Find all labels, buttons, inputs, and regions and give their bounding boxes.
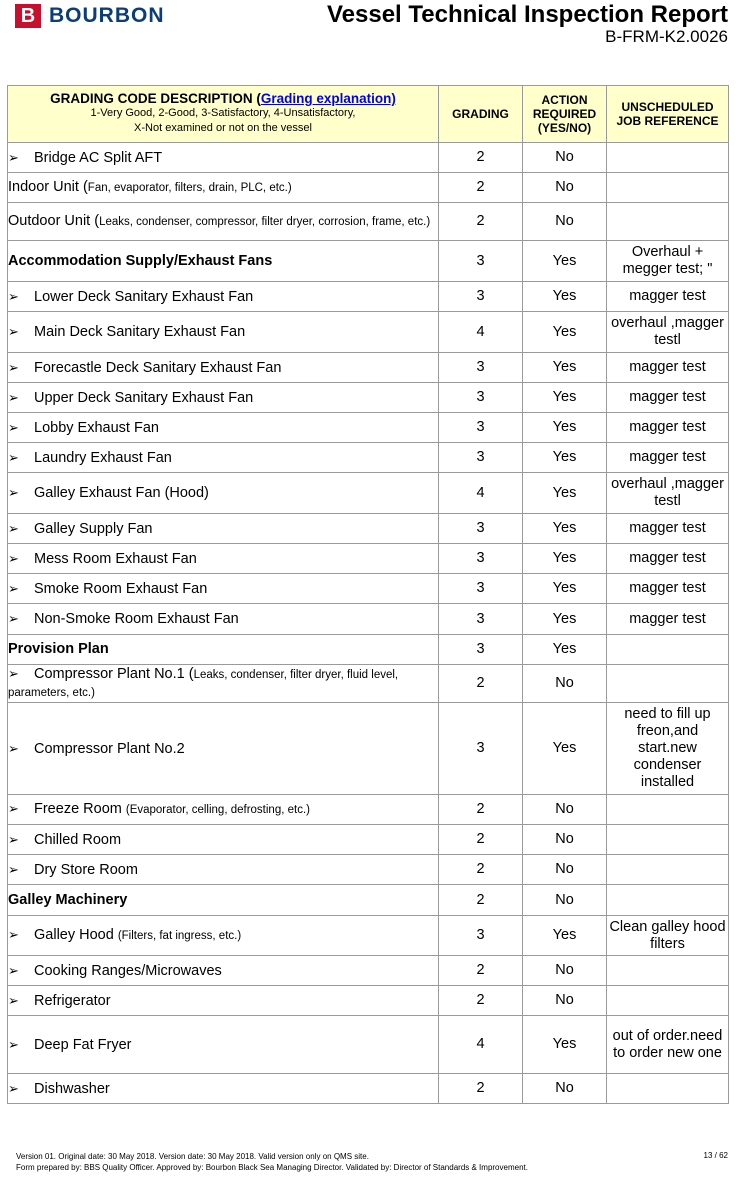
- header-action-line1: ACTION: [541, 93, 588, 107]
- grading-cell: 3: [439, 443, 523, 473]
- grading-cell: 2: [439, 203, 523, 241]
- item-name: Compressor Plant No.1 (: [34, 666, 194, 682]
- item-description: [8, 312, 439, 353]
- table-row: [8, 916, 729, 956]
- form-code: B-FRM-K2.0026: [605, 27, 728, 46]
- job-reference-cell: magger test: [607, 282, 729, 312]
- table-row: [8, 203, 729, 241]
- item-name: Chilled Room: [34, 831, 122, 848]
- action-cell: No: [523, 203, 607, 241]
- job-reference-cell: [607, 173, 729, 203]
- item-description: [8, 795, 439, 825]
- table-row: [8, 795, 729, 825]
- job-reference-cell: [607, 825, 729, 855]
- item-detail: (Evaporator, celling, defrosting, etc.): [125, 804, 310, 816]
- arrow-bullet-icon: ➢: [8, 740, 19, 756]
- action-cell: Yes: [523, 514, 607, 544]
- action-cell: Yes: [523, 413, 607, 443]
- arrow-bullet-icon: ➢: [8, 550, 19, 566]
- table-body: [8, 143, 729, 1104]
- job-reference-cell: [607, 795, 729, 825]
- item-description: [8, 825, 439, 855]
- grading-cell: 3: [439, 383, 523, 413]
- job-reference-cell: [607, 665, 729, 703]
- action-cell: Yes: [523, 703, 607, 795]
- grading-cell: 3: [439, 282, 523, 312]
- footer-version: Version 01. Original date: 30 May 2018. Version date: 30 May 2018. Valid version only on QMS site.: [16, 1152, 369, 1161]
- item-description: [8, 916, 439, 956]
- arrow-bullet-icon: ➢: [8, 149, 19, 165]
- grading-cell: 2: [439, 956, 523, 986]
- item-description: [8, 173, 439, 203]
- arrow-bullet-icon: ➢: [8, 801, 19, 816]
- page-number: 13 / 62: [703, 1151, 728, 1160]
- grading-cell: 3: [439, 544, 523, 574]
- job-reference-cell: [607, 956, 729, 986]
- item-name: Accommodation Supply/Exhaust Fans: [8, 252, 273, 269]
- arrow-bullet-icon: ➢: [8, 389, 19, 405]
- item-name: Indoor Unit (: [8, 179, 88, 195]
- header-action-line3: (YES/NO): [537, 121, 592, 135]
- job-reference-cell: Overhaul + megger test; ": [607, 241, 729, 282]
- item-detail: Leaks, condenser, compressor, filter dryer, corrosion, frame, etc.): [99, 216, 431, 228]
- item-name: Deep Fat Fryer: [34, 1036, 132, 1053]
- item-name: Outdoor Unit (: [8, 213, 100, 229]
- item-description: [8, 703, 439, 795]
- item-name: Smoke Room Exhaust Fan: [34, 580, 208, 597]
- item-name: Freeze Room: [34, 801, 126, 817]
- item-detail: Leaks, condenser, filter dryer, fluid level, parameters, etc.): [8, 669, 399, 699]
- item-description: [8, 1074, 439, 1104]
- arrow-bullet-icon: ➢: [8, 1080, 19, 1096]
- table-row: [8, 544, 729, 574]
- header-job-line2: JOB REFERENCE: [616, 114, 719, 128]
- item-description: [8, 282, 439, 312]
- table-row: [8, 443, 729, 473]
- grading-cell: 2: [439, 825, 523, 855]
- item-name: Dry Store Room: [34, 861, 138, 878]
- item-description: [8, 443, 439, 473]
- grading-cell: 2: [439, 143, 523, 173]
- dot-bullet-icon: [0, 178, 8, 195]
- job-reference-cell: magger test: [607, 353, 729, 383]
- item-name: Provision Plan: [8, 641, 109, 657]
- arrow-bullet-icon: ➢: [8, 992, 19, 1008]
- job-reference-cell: need to fill up freon,and start.new condenser installed: [607, 703, 729, 795]
- item-description: [8, 203, 439, 241]
- item-name: Galley Machinery: [8, 891, 128, 908]
- action-cell: Yes: [523, 282, 607, 312]
- grading-cell: 2: [439, 665, 523, 703]
- item-description: [8, 855, 439, 885]
- item-name: Galley Hood: [34, 927, 118, 943]
- grading-explanation-link[interactable]: Grading explanation): [260, 91, 396, 106]
- arrow-bullet-icon: ➢: [8, 449, 19, 465]
- action-cell: Yes: [523, 353, 607, 383]
- item-detail: (Filters, fat ingress, etc.): [117, 930, 242, 942]
- grading-cell: 2: [439, 855, 523, 885]
- item-name: Upper Deck Sanitary Exhaust Fan: [34, 389, 254, 406]
- dot-bullet-icon: [0, 212, 8, 229]
- item-name: Non-Smoke Room Exhaust Fan: [34, 611, 239, 627]
- action-cell: Yes: [523, 916, 607, 956]
- item-description: [8, 544, 439, 574]
- table-row: [8, 825, 729, 855]
- item-name: Lobby Exhaust Fan: [34, 419, 159, 436]
- arrow-bullet-icon: ➢: [8, 520, 19, 536]
- item-name: Galley Supply Fan: [34, 520, 153, 537]
- item-description: [8, 473, 439, 514]
- table-row: [8, 574, 729, 604]
- table-row: [8, 413, 729, 443]
- item-name: Refrigerator: [34, 992, 111, 1009]
- item-description: [8, 604, 439, 635]
- action-cell: Yes: [523, 604, 607, 635]
- action-cell: Yes: [523, 635, 607, 665]
- grading-cell: 2: [439, 173, 523, 203]
- action-cell: No: [523, 665, 607, 703]
- footer: [16, 1151, 528, 1173]
- action-cell: Yes: [523, 383, 607, 413]
- table-header-row: [8, 86, 729, 143]
- inspection-table: [7, 85, 729, 1104]
- item-description: [8, 413, 439, 443]
- job-reference-cell: out of order.need to order new one: [607, 1016, 729, 1074]
- job-reference-cell: [607, 143, 729, 173]
- grading-cell: 3: [439, 574, 523, 604]
- table-row: [8, 312, 729, 353]
- action-cell: No: [523, 956, 607, 986]
- action-cell: No: [523, 825, 607, 855]
- item-name: Main Deck Sanitary Exhaust Fan: [34, 324, 246, 340]
- job-reference-cell: magger test: [607, 383, 729, 413]
- item-name: Cooking Ranges/Microwaves: [34, 962, 222, 979]
- table-row: [8, 604, 729, 635]
- item-name: Galley Exhaust Fan (Hood): [34, 485, 209, 501]
- table-row: [8, 635, 729, 665]
- job-reference-cell: magger test: [607, 413, 729, 443]
- table-row: [8, 956, 729, 986]
- arrow-bullet-icon: ➢: [8, 666, 19, 681]
- item-description: [8, 986, 439, 1016]
- item-name: Lower Deck Sanitary Exhaust Fan: [34, 288, 254, 305]
- action-cell: Yes: [523, 574, 607, 604]
- item-description: [8, 885, 439, 916]
- table-row: [8, 855, 729, 885]
- action-cell: Yes: [523, 544, 607, 574]
- arrow-bullet-icon: ➢: [8, 831, 19, 847]
- item-description: [8, 241, 439, 282]
- arrow-bullet-icon: ➢: [8, 1036, 19, 1052]
- grading-cell: 3: [439, 353, 523, 383]
- job-reference-cell: [607, 635, 729, 665]
- job-reference-cell: Clean galley hood filters: [607, 916, 729, 956]
- grading-cell: 3: [439, 413, 523, 443]
- grading-cell: 2: [439, 885, 523, 916]
- grading-cell: 3: [439, 604, 523, 635]
- header-desc-line2: X-Not examined or not on the vessel: [134, 122, 312, 134]
- table-row: [8, 703, 729, 795]
- header-desc-line1: 1-Very Good, 2-Good, 3-Satisfactory, 4-Unsatisfactory,: [90, 107, 356, 119]
- arrow-bullet-icon: ➢: [8, 359, 19, 375]
- grading-cell: 2: [439, 1074, 523, 1104]
- arrow-bullet-icon: ➢: [8, 580, 19, 596]
- item-description: [8, 665, 439, 703]
- report-title: Vessel Technical Inspection Report: [326, 1, 728, 28]
- item-name: Bridge AC Split AFT: [34, 149, 163, 166]
- grading-cell: 3: [439, 916, 523, 956]
- job-reference-cell: magger test: [607, 514, 729, 544]
- job-reference-cell: [607, 885, 729, 916]
- action-cell: No: [523, 986, 607, 1016]
- grading-cell: 3: [439, 635, 523, 665]
- action-cell: Yes: [523, 312, 607, 353]
- job-reference-cell: [607, 855, 729, 885]
- table-row: [8, 1074, 729, 1104]
- arrow-bullet-icon: ➢: [8, 927, 19, 942]
- table-row: [8, 665, 729, 703]
- action-cell: No: [523, 173, 607, 203]
- action-cell: No: [523, 855, 607, 885]
- action-cell: Yes: [523, 241, 607, 282]
- job-reference-cell: magger test: [607, 574, 729, 604]
- job-reference-cell: [607, 1074, 729, 1104]
- job-reference-cell: [607, 986, 729, 1016]
- grading-cell: 2: [439, 795, 523, 825]
- table-row: [8, 143, 729, 173]
- job-reference-cell: [607, 203, 729, 241]
- table-row: [8, 885, 729, 916]
- item-description: [8, 1016, 439, 1074]
- item-description: [8, 574, 439, 604]
- item-description: [8, 514, 439, 544]
- item-name: Compressor Plant No.2: [34, 740, 185, 757]
- table-row: [8, 173, 729, 203]
- grading-cell: 3: [439, 241, 523, 282]
- grading-cell: 3: [439, 703, 523, 795]
- arrow-bullet-icon: ➢: [8, 324, 19, 339]
- job-reference-cell: overhaul ,magger testl: [607, 312, 729, 353]
- grading-cell: 3: [439, 514, 523, 544]
- grading-cell: 4: [439, 473, 523, 514]
- item-name: Laundry Exhaust Fan: [34, 449, 172, 466]
- item-description: [8, 353, 439, 383]
- table-row: [8, 1016, 729, 1074]
- table-row: [8, 986, 729, 1016]
- arrow-bullet-icon: ➢: [8, 861, 19, 877]
- header-action: [523, 86, 607, 143]
- footer-approval: Form prepared by: BBS Quality Officer. Approved by: Bourbon Black Sea Managing Director. Validated by: Director of Standards & Improvement.: [16, 1163, 528, 1172]
- table-row: [8, 473, 729, 514]
- job-reference-cell: magger test: [607, 604, 729, 635]
- table-row: [8, 241, 729, 282]
- item-description: [8, 956, 439, 986]
- company-logo: [15, 4, 165, 28]
- action-cell: No: [523, 795, 607, 825]
- arrow-bullet-icon: ➢: [8, 419, 19, 435]
- job-reference-cell: magger test: [607, 544, 729, 574]
- logo-text: BOURBON: [49, 4, 165, 27]
- arrow-bullet-icon: ➢: [8, 288, 19, 304]
- job-reference-cell: overhaul ,magger testl: [607, 473, 729, 514]
- grading-cell: 4: [439, 312, 523, 353]
- item-name: Mess Room Exhaust Fan: [34, 550, 197, 567]
- table-row: [8, 282, 729, 312]
- item-name: Dishwasher: [34, 1080, 110, 1097]
- action-cell: Yes: [523, 473, 607, 514]
- table-row: [8, 383, 729, 413]
- action-cell: No: [523, 143, 607, 173]
- logo-mark-letter: B: [20, 5, 36, 27]
- arrow-bullet-icon: ➢: [8, 611, 19, 626]
- header-job-line1: UNSCHEDULED: [621, 100, 714, 114]
- logo-mark: [15, 4, 41, 28]
- item-description: [8, 383, 439, 413]
- arrow-bullet-icon: ➢: [8, 962, 19, 978]
- table-row: [8, 514, 729, 544]
- table-row: [8, 353, 729, 383]
- header-job: [607, 86, 729, 143]
- arrow-bullet-icon: ➢: [8, 485, 19, 500]
- item-description: [8, 143, 439, 173]
- header-action-line2: REQUIRED: [532, 107, 597, 121]
- action-cell: Yes: [523, 443, 607, 473]
- header-description: [8, 86, 439, 143]
- grading-cell: 2: [439, 986, 523, 1016]
- item-name: Forecastle Deck Sanitary Exhaust Fan: [34, 359, 282, 376]
- action-cell: Yes: [523, 1016, 607, 1074]
- action-cell: No: [523, 1074, 607, 1104]
- action-cell: No: [523, 885, 607, 916]
- job-reference-cell: magger test: [607, 443, 729, 473]
- item-description: [8, 635, 439, 665]
- item-detail: Fan, evaporator, filters, drain, PLC, etc.): [87, 182, 292, 194]
- header-desc-title: GRADING CODE DESCRIPTION (: [50, 91, 261, 106]
- header-grading: GRADING: [439, 86, 523, 143]
- grading-cell: 4: [439, 1016, 523, 1074]
